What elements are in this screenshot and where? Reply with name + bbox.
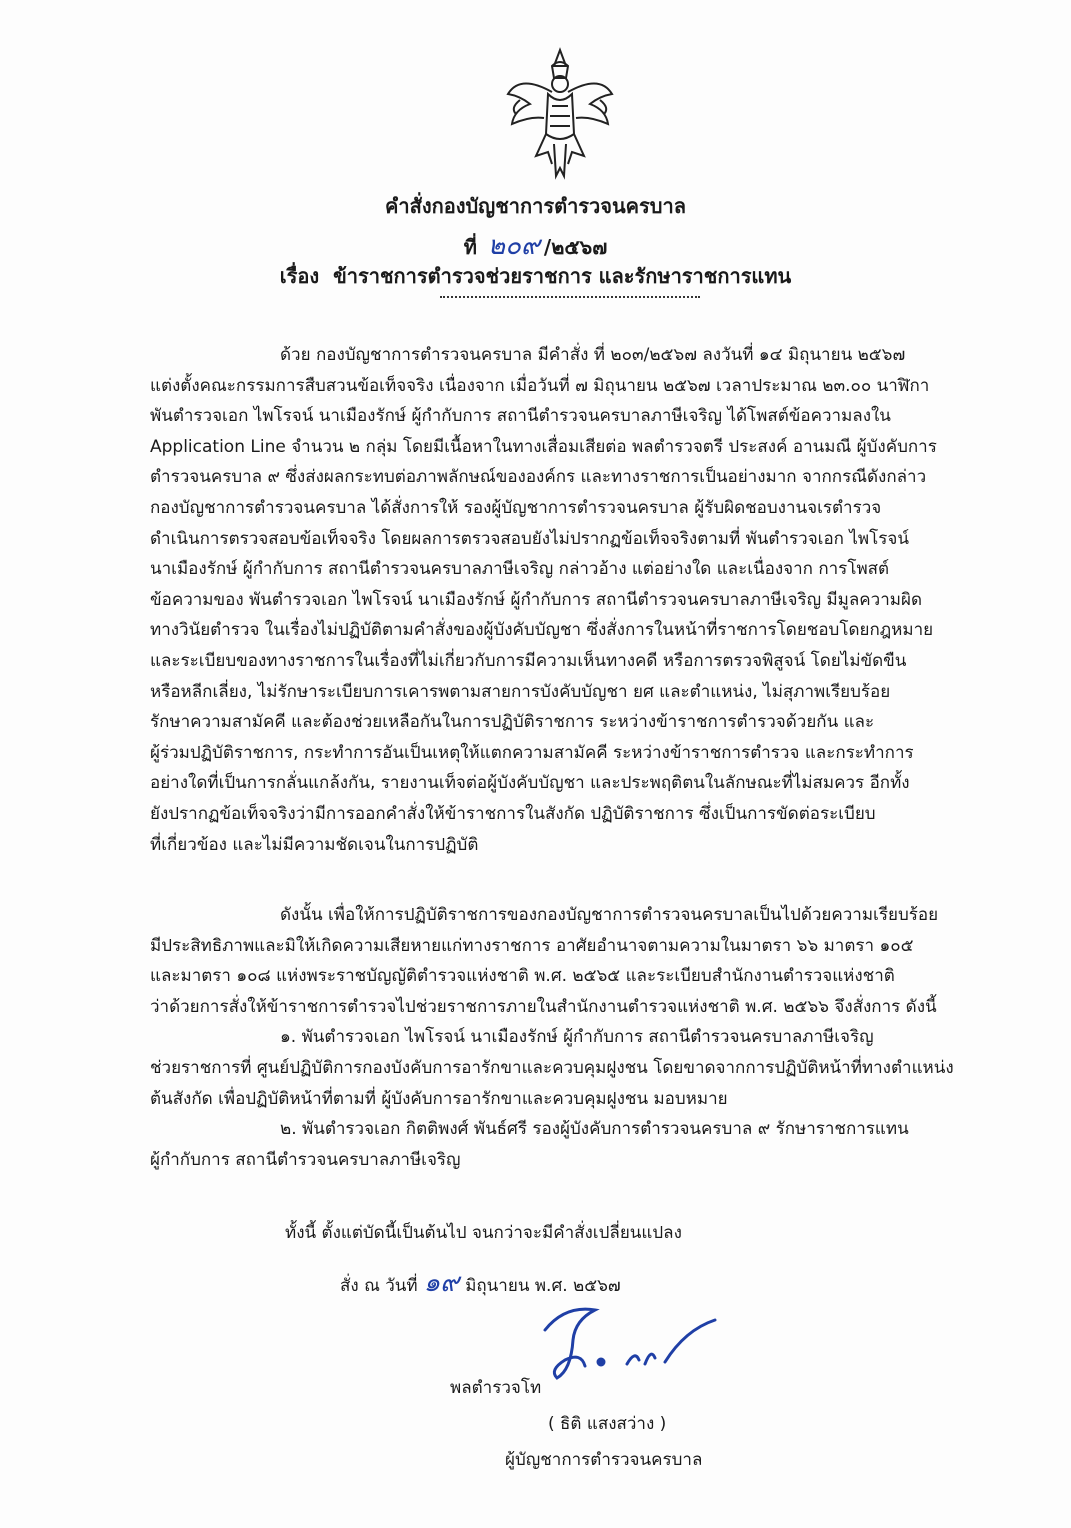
text-line: และมาตรา ๑๐๘ แห่งพระราชบัญญัติตำรวจแห่งชาติ พ.ศ. ๒๕๖๕ และระเบียบสำนักงานตำรวจแห่งชาติ [150,966,895,987]
text-line: Application Line จำนวน ๒ กลุ่ม โดยมีเนื้อหาในทางเสื่อมเสียต่อ พลตำรวจตรี ประสงค์ อานมณี ผู้บังคับการ [150,436,937,457]
signer-name: ( ธิติ แสงสว่าง ) [548,1414,667,1434]
text-line: ข้อความของ พันตำรวจเอก ไพโรจน์ นาเมืองรักษ์ ผู้กำกับการ สถานีตำรวจนครบาลภาษีเจริญ มีมูลความผิด [150,589,922,610]
text-line: แต่งตั้งคณะกรรมการสืบสวนข้อเท็จจริง เนื่องจาก เมื่อวันที่ ๗ มิถุนายน ๒๕๖๗ เวลาประมาณ ๒๓.๐๐ นาฬิกา [150,375,930,396]
subject-text: ข้าราชการตำรวจช่วยราชการ และรักษาราชการแทน [333,264,792,288]
text-line: ด้วย กองบัญชาการตำรวจนครบาล มีคำสั่ง ที่ ๒๐๓/๒๕๖๗ ลงวันที่ ๑๔ มิถุนายน ๒๕๖๗ [280,345,906,365]
text-line: พันตำรวจเอก ไพโรจน์ นาเมืองรักษ์ ผู้กำกับการ สถานีตำรวจนครบาลภาษีเจริญ ได้โพสต์ข้อความลงใน [150,406,891,427]
number-prefix: ที่ [463,235,477,259]
handwritten-day: ๑๙ [423,1268,460,1298]
paragraph-background [150,340,990,860]
text-line: ดำเนินการตรวจสอบข้อเท็จจริง โดยผลการตรวจสอบยังไม่ปรากฏข้อเท็จจริงตามที่ พันตำรวจเอก ไพโรจน์ [150,528,909,549]
text-line: นาเมืองรักษ์ ผู้กำกับการ สถานีตำรวจนครบาลภาษีเจริญ กล่าวอ้าง แต่อย่างใด และเนื่องจาก การโพสต์ [150,559,890,580]
handwritten-order-number: ๒๐๙ [487,231,540,261]
date-prefix: สั่ง ณ วันที่ [340,1276,418,1296]
closing-statement: ทั้งนี้ ตั้งแต่บัดนี้เป็นต้นไป จนกว่าจะมีคำสั่งเปลี่ยนแปลง [285,1223,682,1243]
subject-label: เรื่อง [279,264,320,288]
order-title: คำสั่งกองบัญชาการตำรวจนครบาล [385,194,686,218]
order-subject [0,260,1071,292]
text-line: ยังปรากฏข้อเท็จจริงว่ามีการออกคำสั่งให้ข้าราชการในสังกัด ปฏิบัติราชการ ซึ่งเป็นการขัดต่อระเบียบ [150,803,876,824]
text-line: มีประสิทธิภาพและมิให้เกิดความเสียหายแก่ทางราชการ อาศัยอำนาจตามความในมาตรา ๖๖ มาตรา ๑๐๕ [150,935,914,956]
signer-rank: พลตำรวจโท [450,1378,542,1398]
dotted-divider [440,296,700,298]
text-line: ต้นสังกัด เพื่อปฏิบัติหน้าที่ตามที่ ผู้บังคับการอารักขาและควบคุมฝูงชน มอบหมาย [150,1088,728,1109]
text-line: และระเบียบของทางราชการในเรื่องที่ไม่เกี่ยวกับการมีความเห็นทางคดี หรือการตรวจพิสูจน์ โดยไม่ขัดขืน [150,650,907,671]
signer-position: ผู้บัญชาการตำรวจนครบาล [505,1450,703,1470]
order-item-1: ๑. พันตำรวจเอก ไพโรจน์ นาเมืองรักษ์ ผู้กำกับการ สถานีตำรวจนครบาลภาษีเจริญ [280,1027,874,1048]
text-line: ผู้กำกับการ สถานีตำรวจนครบาลภาษีเจริญ [150,1149,461,1170]
text-line: กองบัญชาการตำรวจนครบาล ได้สั่งการให้ รองผู้บัญชาการตำรวจนครบาล ผู้รับผิดชอบงานจเรตำรวจ [150,497,882,518]
text-line: ว่าด้วยการสั่งให้ข้าราชการตำรวจไปช่วยราชการภายในสำนักงานตำรวจแห่งชาติ พ.ศ. ๒๕๖๖ จึงสั่งการ ดังนี้ [150,996,937,1017]
text-line: ช่วยราชการที่ ศูนย์ปฏิบัติการกองบังคับการอารักขาและควบคุมฝูงชน โดยขาดจากการปฏิบัติหน้าที่ทางตำแหน่ง [150,1057,954,1078]
text-line: หรือหลีกเลี่ยง, ไม่รักษาระเบียบการเคารพตามสายการบังคับบัญชา ยศ และตำแหน่ง, ไม่สุภาพเรียบร้อย [150,681,891,702]
date-suffix: มิถุนายน พ.ศ. ๒๕๖๗ [465,1276,621,1296]
text-line: ผู้ร่วมปฏิบัติราชการ, กระทำการอันเป็นเหตุให้แตกความสามัคคี ระหว่างข้าราชการตำรวจ และกระทำการ [150,742,914,763]
order-item-2: ๒. พันตำรวจเอก กิตติพงศ์ พันธ์ศรี รองผู้บังคับการตำรวจนครบาล ๙ รักษาราชการแทน [280,1119,909,1140]
text-line: ดังนั้น เพื่อให้การปฏิบัติราชการของกองบัญชาการตำรวจนครบาลเป็นไปด้วยความเรียบร้อย [280,905,939,925]
text-line: ที่เกี่ยวข้อง และไม่มีความชัดเจนในการปฏิบัติ [150,834,479,855]
text-line: ตำรวจนครบาล ๙ ซึ่งส่งผลกระทบต่อภาพลักษณ์ขององค์กร และทางราชการเป็นอย่างมาก จากกรณีดังกล่าว [150,467,927,488]
text-line: รักษาความสามัคคี และต้องช่วยเหลือกันในการปฏิบัติราชการ ระหว่างข้าราชการตำรวจด้วยกัน และ [150,712,875,733]
paragraph-orders [150,900,990,1175]
text-line: ทางวินัยตำรวจ ในเรื่องไม่ปฏิบัติตามคำสั่งของผู้บังคับบัญชา ซึ่งสั่งการในหน้าที่ราชการโดยชอบโดยกฎหมาย [150,620,934,641]
garuda-emblem-icon [500,44,620,184]
signature-icon [535,1300,735,1390]
order-date [340,1262,621,1303]
text-line: อย่างใดที่เป็นการกลั่นแกล้งกัน, รายงานเท็จต่อผู้บังคับบัญชา และประพฤติตนในลักษณะที่ไม่สมควร อีกทั้ง [150,773,910,794]
number-year: /๒๕๖๗ [543,235,608,259]
